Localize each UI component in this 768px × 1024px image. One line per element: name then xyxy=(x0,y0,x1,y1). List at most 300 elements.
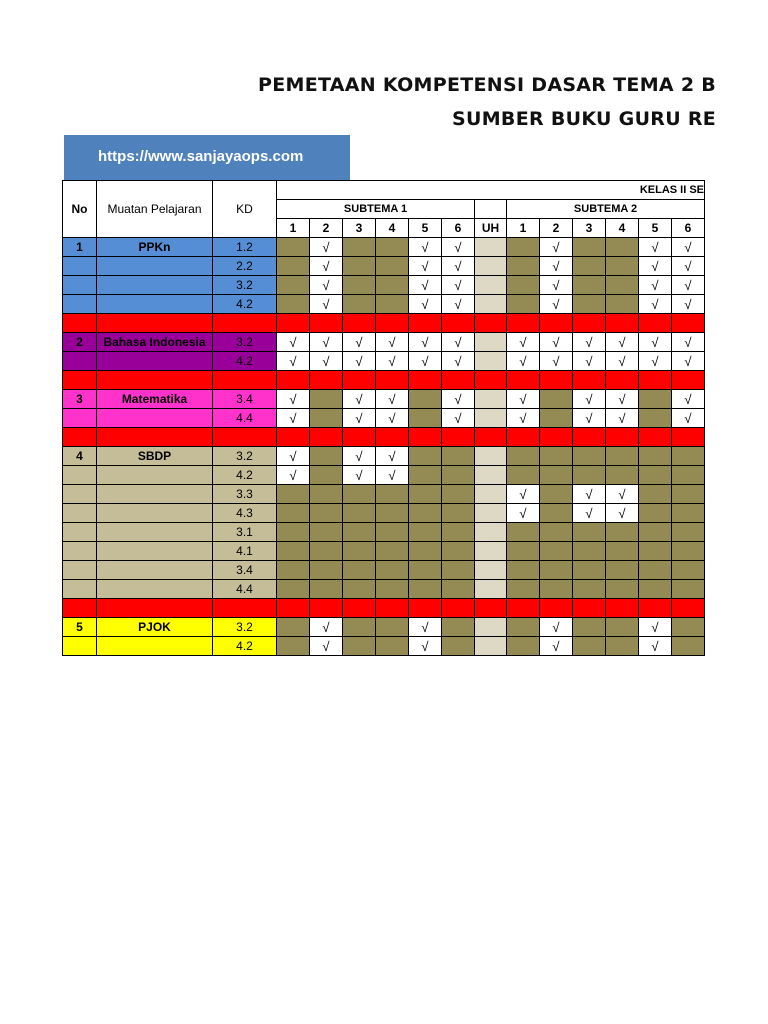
empty-cell xyxy=(277,523,310,542)
separator-cell xyxy=(409,599,442,618)
check-mark: √ xyxy=(573,333,606,352)
uh-cell xyxy=(475,257,507,276)
empty-cell xyxy=(376,580,409,599)
empty-cell xyxy=(277,542,310,561)
check-mark: √ xyxy=(343,447,376,466)
separator-cell xyxy=(606,314,639,333)
uh-cell xyxy=(475,618,507,637)
check-mark: √ xyxy=(672,238,705,257)
row-number: 5 xyxy=(63,618,97,637)
check-mark: √ xyxy=(442,276,475,295)
separator-cell xyxy=(277,371,310,390)
check-mark: √ xyxy=(672,352,705,371)
empty-cell xyxy=(672,637,705,656)
empty-cell xyxy=(507,257,540,276)
empty-cell xyxy=(310,409,343,428)
table-row xyxy=(63,238,705,257)
empty-cell xyxy=(310,485,343,504)
subject-name xyxy=(97,561,213,580)
website-link-text[interactable]: https://www.sanjayaops.com xyxy=(98,148,304,165)
kd-code: 4.3 xyxy=(213,504,277,523)
empty-cell xyxy=(672,466,705,485)
row-number xyxy=(63,542,97,561)
separator-cell xyxy=(442,599,475,618)
header-subtema-gap xyxy=(475,200,507,219)
separator-cell xyxy=(475,371,507,390)
empty-cell xyxy=(442,580,475,599)
empty-cell xyxy=(442,447,475,466)
check-mark: √ xyxy=(343,390,376,409)
kd-mapping-table xyxy=(62,180,705,656)
empty-cell xyxy=(310,542,343,561)
header-col-number: 5 xyxy=(639,219,672,238)
row-number xyxy=(63,295,97,314)
empty-cell xyxy=(376,485,409,504)
kd-code: 3.1 xyxy=(213,523,277,542)
separator-cell xyxy=(639,428,672,447)
separator-cell xyxy=(409,428,442,447)
empty-cell xyxy=(277,561,310,580)
separator-cell xyxy=(343,371,376,390)
page-title-line-2: SUMBER BUKU GURU RE xyxy=(452,108,717,130)
check-mark: √ xyxy=(442,295,475,314)
kd-code: 3.2 xyxy=(213,333,277,352)
separator-cell xyxy=(97,599,213,618)
check-mark: √ xyxy=(606,409,639,428)
header-col-number: 5 xyxy=(409,219,442,238)
empty-cell xyxy=(606,637,639,656)
row-number xyxy=(63,580,97,599)
row-number: 2 xyxy=(63,333,97,352)
table-row xyxy=(63,580,705,599)
check-mark: √ xyxy=(310,257,343,276)
empty-cell xyxy=(507,542,540,561)
check-mark: √ xyxy=(672,333,705,352)
separator-cell xyxy=(475,314,507,333)
separator-cell xyxy=(672,428,705,447)
separator-cell xyxy=(672,599,705,618)
separator-cell xyxy=(343,428,376,447)
row-number xyxy=(63,409,97,428)
empty-cell xyxy=(540,390,573,409)
table-body xyxy=(63,238,705,656)
empty-cell xyxy=(343,618,376,637)
empty-cell xyxy=(376,295,409,314)
table-row xyxy=(63,257,705,276)
table-row xyxy=(63,447,705,466)
empty-cell xyxy=(442,466,475,485)
empty-cell xyxy=(310,580,343,599)
subject-name xyxy=(97,580,213,599)
separator-cell xyxy=(507,314,540,333)
separator-cell xyxy=(540,314,573,333)
table-row xyxy=(63,561,705,580)
row-number xyxy=(63,637,97,656)
separator-cell xyxy=(213,428,277,447)
kd-code: 4.4 xyxy=(213,409,277,428)
header-col-number: 6 xyxy=(442,219,475,238)
separator-cell xyxy=(573,314,606,333)
kd-code: 1.2 xyxy=(213,238,277,257)
uh-cell xyxy=(475,352,507,371)
empty-cell xyxy=(606,238,639,257)
uh-cell xyxy=(475,295,507,314)
empty-cell xyxy=(507,295,540,314)
separator-cell xyxy=(442,428,475,447)
empty-cell xyxy=(376,561,409,580)
uh-cell xyxy=(475,333,507,352)
separator-cell xyxy=(376,428,409,447)
empty-cell xyxy=(540,447,573,466)
subject-name xyxy=(97,523,213,542)
row-number: 3 xyxy=(63,390,97,409)
empty-cell xyxy=(376,523,409,542)
empty-cell xyxy=(376,504,409,523)
check-mark: √ xyxy=(442,333,475,352)
empty-cell xyxy=(409,561,442,580)
check-mark: √ xyxy=(540,238,573,257)
empty-cell xyxy=(639,447,672,466)
empty-cell xyxy=(343,276,376,295)
empty-cell xyxy=(540,542,573,561)
check-mark: √ xyxy=(310,333,343,352)
separator-cell xyxy=(606,371,639,390)
separator-cell xyxy=(573,428,606,447)
check-mark: √ xyxy=(277,466,310,485)
empty-cell xyxy=(639,542,672,561)
empty-cell xyxy=(672,485,705,504)
check-mark: √ xyxy=(409,238,442,257)
empty-cell xyxy=(277,637,310,656)
empty-cell xyxy=(639,523,672,542)
header-col-number: 3 xyxy=(343,219,376,238)
row-number xyxy=(63,485,97,504)
check-mark: √ xyxy=(606,352,639,371)
table-row xyxy=(63,276,705,295)
empty-cell xyxy=(442,504,475,523)
header-no: No xyxy=(63,181,97,238)
check-mark: √ xyxy=(277,447,310,466)
separator-cell xyxy=(277,428,310,447)
check-mark: √ xyxy=(409,333,442,352)
empty-cell xyxy=(507,238,540,257)
check-mark: √ xyxy=(540,257,573,276)
empty-cell xyxy=(507,447,540,466)
empty-cell xyxy=(639,409,672,428)
table-row xyxy=(63,409,705,428)
separator-cell xyxy=(63,314,97,333)
empty-cell xyxy=(639,466,672,485)
subject-name xyxy=(97,466,213,485)
check-mark: √ xyxy=(310,618,343,637)
table-row xyxy=(63,618,705,637)
check-mark: √ xyxy=(606,333,639,352)
check-mark: √ xyxy=(409,618,442,637)
empty-cell xyxy=(573,447,606,466)
empty-cell xyxy=(376,238,409,257)
empty-cell xyxy=(310,390,343,409)
subject-name: Matematika xyxy=(97,390,213,409)
empty-cell xyxy=(606,523,639,542)
empty-cell xyxy=(639,390,672,409)
check-mark: √ xyxy=(277,409,310,428)
separator-cell xyxy=(540,371,573,390)
header-col-number: 4 xyxy=(606,219,639,238)
empty-cell xyxy=(507,523,540,542)
check-mark: √ xyxy=(310,637,343,656)
check-mark: √ xyxy=(507,504,540,523)
empty-cell xyxy=(277,238,310,257)
check-mark: √ xyxy=(409,637,442,656)
empty-cell xyxy=(573,542,606,561)
uh-cell xyxy=(475,523,507,542)
check-mark: √ xyxy=(376,352,409,371)
empty-cell xyxy=(540,409,573,428)
table-row xyxy=(63,504,705,523)
uh-cell xyxy=(475,504,507,523)
uh-cell xyxy=(475,561,507,580)
empty-cell xyxy=(606,466,639,485)
header-col-uh: UH xyxy=(475,219,507,238)
empty-cell xyxy=(540,504,573,523)
empty-cell xyxy=(573,257,606,276)
separator-row xyxy=(63,599,705,618)
uh-cell xyxy=(475,542,507,561)
check-mark: √ xyxy=(507,333,540,352)
separator-cell xyxy=(97,314,213,333)
separator-cell xyxy=(507,428,540,447)
kd-code: 3.4 xyxy=(213,390,277,409)
kd-code: 3.2 xyxy=(213,276,277,295)
empty-cell xyxy=(310,447,343,466)
separator-cell xyxy=(376,599,409,618)
header-kd: KD xyxy=(213,181,277,238)
check-mark: √ xyxy=(507,352,540,371)
uh-cell xyxy=(475,485,507,504)
empty-cell xyxy=(573,523,606,542)
empty-cell xyxy=(606,295,639,314)
separator-cell xyxy=(63,599,97,618)
empty-cell xyxy=(573,618,606,637)
empty-cell xyxy=(277,485,310,504)
separator-cell xyxy=(475,428,507,447)
check-mark: √ xyxy=(442,409,475,428)
website-link-banner[interactable] xyxy=(64,135,350,180)
check-mark: √ xyxy=(639,238,672,257)
empty-cell xyxy=(606,257,639,276)
empty-cell xyxy=(507,561,540,580)
check-mark: √ xyxy=(343,409,376,428)
row-number xyxy=(63,352,97,371)
empty-cell xyxy=(639,580,672,599)
empty-cell xyxy=(672,561,705,580)
empty-cell xyxy=(442,485,475,504)
subject-name: Bahasa Indonesia xyxy=(97,333,213,352)
subject-name: SBDP xyxy=(97,447,213,466)
separator-cell xyxy=(475,599,507,618)
empty-cell xyxy=(277,257,310,276)
row-number: 1 xyxy=(63,238,97,257)
check-mark: √ xyxy=(540,618,573,637)
separator-cell xyxy=(310,599,343,618)
header-col-number: 2 xyxy=(310,219,343,238)
subject-name xyxy=(97,276,213,295)
uh-cell xyxy=(475,580,507,599)
separator-cell xyxy=(672,314,705,333)
separator-cell xyxy=(97,428,213,447)
kd-code: 3.3 xyxy=(213,485,277,504)
row-number xyxy=(63,523,97,542)
empty-cell xyxy=(409,390,442,409)
separator-cell xyxy=(573,599,606,618)
empty-cell xyxy=(376,542,409,561)
check-mark: √ xyxy=(310,352,343,371)
subject-name xyxy=(97,352,213,371)
empty-cell xyxy=(540,485,573,504)
kd-code: 4.2 xyxy=(213,637,277,656)
empty-cell xyxy=(409,523,442,542)
empty-cell xyxy=(573,580,606,599)
row-number xyxy=(63,466,97,485)
empty-cell xyxy=(672,504,705,523)
uh-cell xyxy=(475,276,507,295)
check-mark: √ xyxy=(639,352,672,371)
table-row xyxy=(63,390,705,409)
empty-cell xyxy=(672,580,705,599)
table-row xyxy=(63,333,705,352)
kd-code: 3.2 xyxy=(213,618,277,637)
check-mark: √ xyxy=(540,352,573,371)
empty-cell xyxy=(277,618,310,637)
header-col-number: 4 xyxy=(376,219,409,238)
header-col-number: 3 xyxy=(573,219,606,238)
empty-cell xyxy=(442,542,475,561)
check-mark: √ xyxy=(672,409,705,428)
separator-cell xyxy=(507,599,540,618)
check-mark: √ xyxy=(343,466,376,485)
separator-cell xyxy=(540,428,573,447)
check-mark: √ xyxy=(672,390,705,409)
check-mark: √ xyxy=(639,295,672,314)
table-row xyxy=(63,352,705,371)
empty-cell xyxy=(507,637,540,656)
separator-cell xyxy=(442,371,475,390)
check-mark: √ xyxy=(540,276,573,295)
check-mark: √ xyxy=(442,352,475,371)
empty-cell xyxy=(310,561,343,580)
empty-cell xyxy=(672,447,705,466)
empty-cell xyxy=(573,276,606,295)
header-kelas: KELAS II SE xyxy=(277,181,705,200)
check-mark: √ xyxy=(343,352,376,371)
separator-cell xyxy=(606,599,639,618)
empty-cell xyxy=(343,504,376,523)
kd-code: 4.4 xyxy=(213,580,277,599)
separator-cell xyxy=(507,371,540,390)
empty-cell xyxy=(639,485,672,504)
check-mark: √ xyxy=(606,390,639,409)
check-mark: √ xyxy=(672,276,705,295)
check-mark: √ xyxy=(376,333,409,352)
empty-cell xyxy=(409,466,442,485)
separator-row xyxy=(63,428,705,447)
empty-cell xyxy=(376,276,409,295)
check-mark: √ xyxy=(442,238,475,257)
separator-cell xyxy=(573,371,606,390)
empty-cell xyxy=(409,580,442,599)
kd-mapping-table-container xyxy=(62,180,768,670)
empty-cell xyxy=(409,542,442,561)
header-muatan-pelajaran: Muatan Pelajaran xyxy=(97,181,213,238)
subject-name xyxy=(97,409,213,428)
check-mark: √ xyxy=(409,295,442,314)
check-mark: √ xyxy=(573,390,606,409)
empty-cell xyxy=(376,618,409,637)
uh-cell xyxy=(475,466,507,485)
empty-cell xyxy=(573,466,606,485)
subject-name xyxy=(97,504,213,523)
header-subtema-1: SUBTEMA 1 xyxy=(277,200,475,219)
check-mark: √ xyxy=(672,257,705,276)
check-mark: √ xyxy=(540,637,573,656)
empty-cell xyxy=(277,580,310,599)
kd-code: 3.4 xyxy=(213,561,277,580)
empty-cell xyxy=(409,504,442,523)
check-mark: √ xyxy=(573,352,606,371)
empty-cell xyxy=(343,257,376,276)
check-mark: √ xyxy=(573,504,606,523)
empty-cell xyxy=(442,561,475,580)
check-mark: √ xyxy=(310,276,343,295)
subject-name xyxy=(97,637,213,656)
empty-cell xyxy=(573,561,606,580)
separator-cell xyxy=(277,314,310,333)
check-mark: √ xyxy=(507,390,540,409)
check-mark: √ xyxy=(540,333,573,352)
table-row xyxy=(63,542,705,561)
empty-cell xyxy=(573,637,606,656)
kd-code: 4.2 xyxy=(213,352,277,371)
separator-cell xyxy=(277,599,310,618)
empty-cell xyxy=(507,276,540,295)
table-row xyxy=(63,637,705,656)
separator-cell xyxy=(97,371,213,390)
header-col-number: 6 xyxy=(672,219,705,238)
empty-cell xyxy=(343,295,376,314)
check-mark: √ xyxy=(639,618,672,637)
check-mark: √ xyxy=(507,409,540,428)
check-mark: √ xyxy=(376,390,409,409)
page-title-line-1: PEMETAAN KOMPETENSI DASAR TEMA 2 B xyxy=(258,74,717,96)
empty-cell xyxy=(310,523,343,542)
subject-name xyxy=(97,542,213,561)
uh-cell xyxy=(475,447,507,466)
check-mark: √ xyxy=(639,276,672,295)
header-col-number: 1 xyxy=(507,219,540,238)
empty-cell xyxy=(277,504,310,523)
separator-cell xyxy=(63,428,97,447)
separator-cell xyxy=(540,599,573,618)
empty-cell xyxy=(507,466,540,485)
table-row xyxy=(63,523,705,542)
table-row xyxy=(63,485,705,504)
empty-cell xyxy=(409,485,442,504)
empty-cell xyxy=(343,580,376,599)
empty-cell xyxy=(606,561,639,580)
empty-cell xyxy=(672,523,705,542)
empty-cell xyxy=(343,542,376,561)
separator-cell xyxy=(639,314,672,333)
